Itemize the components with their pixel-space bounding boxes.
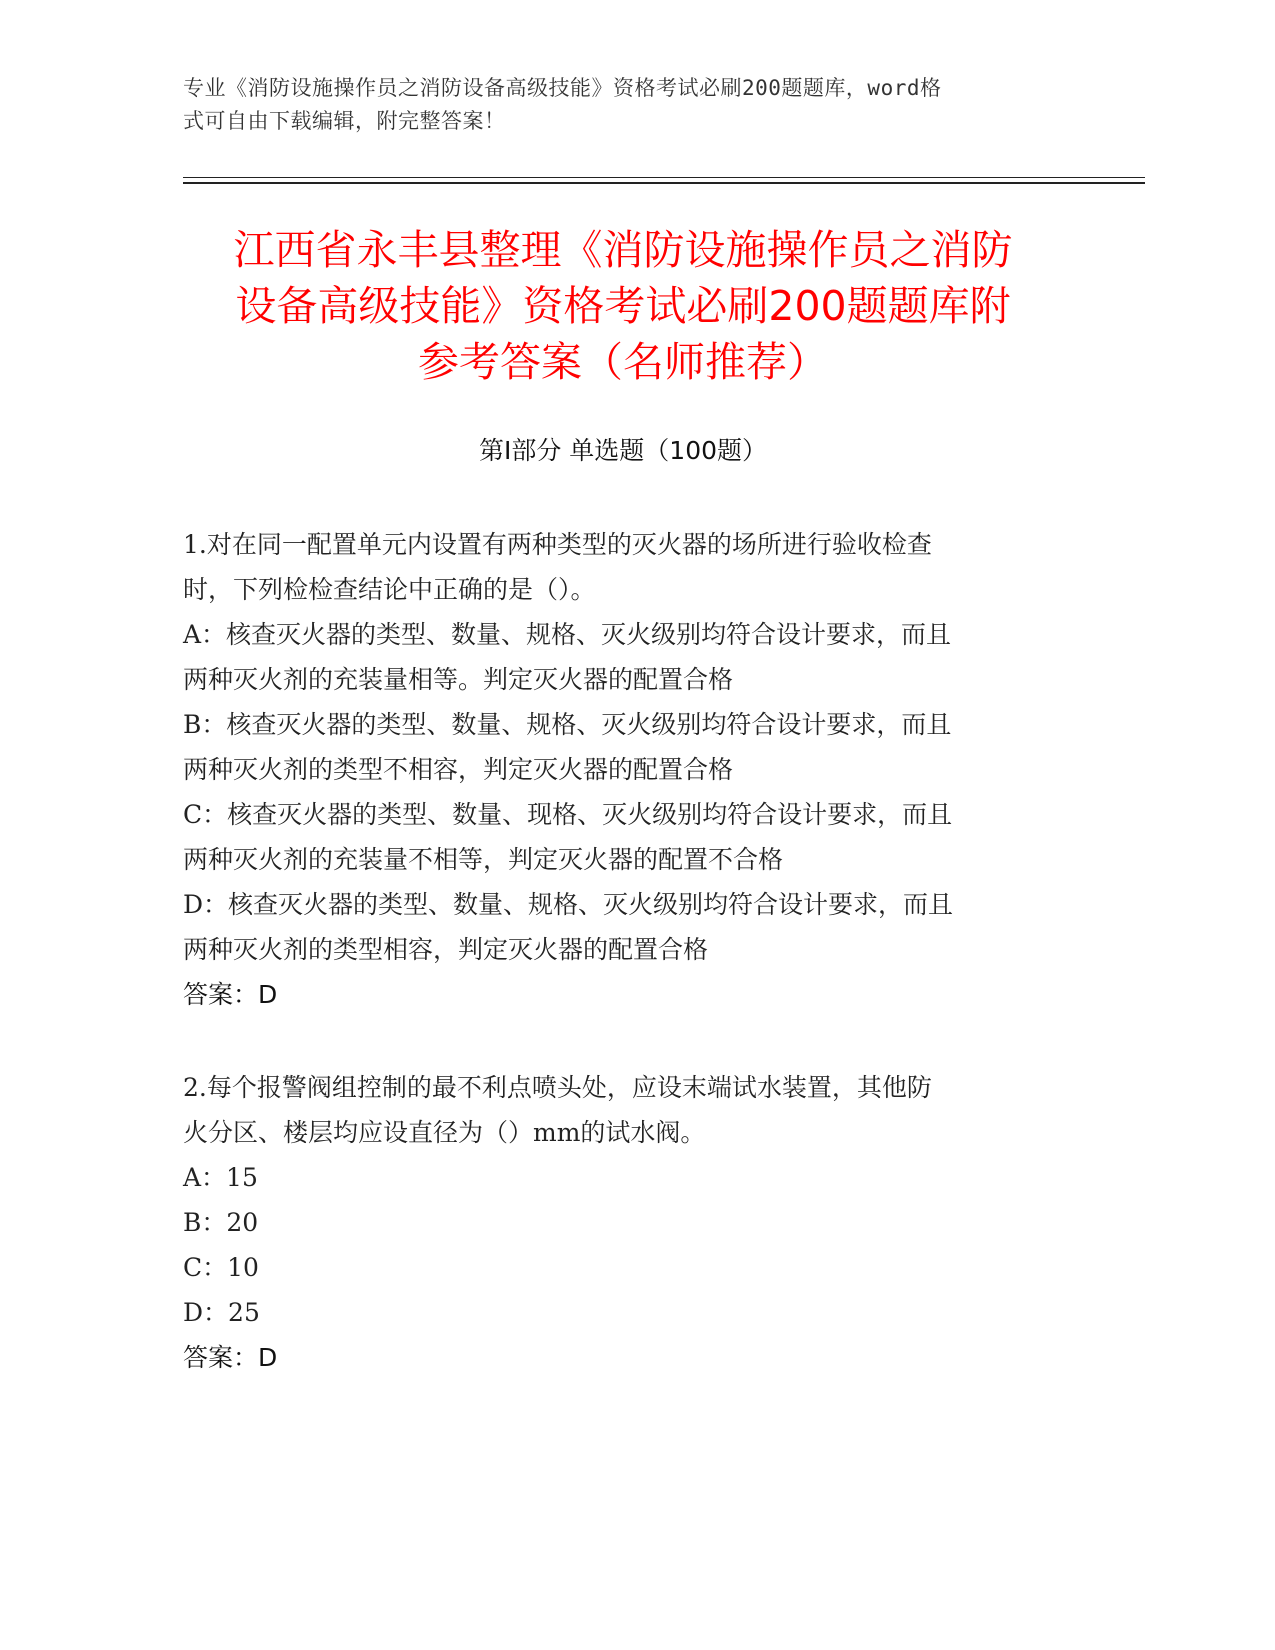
option-c-line: C：核查灭火器的类型、数量、现格、灭火级别均符合设计要求，而且: [183, 800, 953, 829]
question-stem-line: 1.对在同一配置单元内设置有两种类型的灭火器的场所进行验收检查: [183, 530, 932, 559]
document-title: [183, 222, 1063, 390]
question-stem-line: 火分区、楼层均应设直径为（）mm的试水阀。: [183, 1118, 706, 1147]
option-d-line: 两种灭火剂的类型相容，判定灭火器的配置合格: [183, 935, 709, 964]
answer-text: 答案：D: [183, 1343, 278, 1372]
option-d: D：25: [183, 1298, 260, 1327]
section-heading: 第Ⅰ部分 单选题（100题）: [478, 436, 768, 465]
header-divider-thin: [183, 177, 1145, 178]
question-block: [183, 1065, 1063, 1380]
document-title-line: 设备高级技能》资格考试必刷200题题库附: [235, 282, 1011, 330]
answer-text: 答案：D: [183, 980, 278, 1009]
document-title-line: 参考答案（名师推荐）: [418, 338, 828, 386]
question-block: [183, 522, 1063, 1017]
header-divider-thick: [183, 182, 1145, 184]
question-stem-line: 时，下列检检查结论中正确的是（）。: [183, 575, 596, 604]
option-a-line: A：核查灭火器的类型、数量、规格、灭火级别均符合设计要求，而且: [183, 620, 952, 649]
document-title-line: 江西省永丰县整理《消防设施操作员之消防: [233, 226, 1013, 274]
header-note-line: 式可自由下载编辑，附完整答案！: [183, 109, 506, 133]
option-c-line: 两种灭火剂的充装量不相等，判定灭火器的配置不合格: [183, 845, 784, 874]
option-a-line: 两种灭火剂的充装量相等。判定灭火器的配置合格: [183, 665, 734, 694]
option-b-line: 两种灭火剂的类型不相容，判定灭火器的配置合格: [183, 755, 734, 784]
header-note-line: 专业《消防设施操作员之消防设备高级技能》资格考试必刷200题题库，word格: [183, 76, 942, 100]
option-c: C：10: [183, 1253, 259, 1282]
option-d-line: D：核查灭火器的类型、数量、规格、灭火级别均符合设计要求，而且: [183, 890, 954, 919]
option-b: B：20: [183, 1208, 259, 1237]
option-b-line: B：核查灭火器的类型、数量、规格、灭火级别均符合设计要求，而且: [183, 710, 952, 739]
header-note: [183, 72, 1063, 138]
option-a: A：15: [183, 1163, 258, 1192]
question-stem-line: 2.每个报警阀组控制的最不利点喷头处，应设末端试水装置，其他防: [183, 1073, 932, 1102]
